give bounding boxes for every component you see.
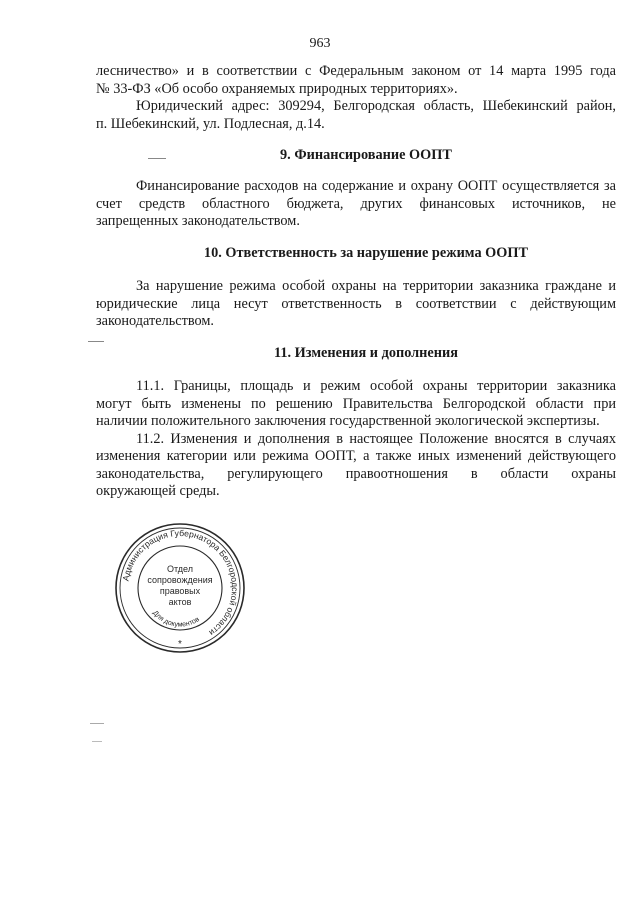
stamp-outer-text: Администрация Губернатора Белгородской области [120,527,241,639]
section-10-line-2: юридические лица несут ответственность в соответствии с действующим [96,295,616,312]
section-11-paragraph-1 [96,378,616,501]
section-11-1-line-1: 11.1. Границы, площадь и режим особой охраны территории заказника [136,378,616,394]
scan-artifact [88,341,104,342]
section-11-2-line-1: 11.2. Изменения и дополнения в настоящее Положение вносятся в случаях [136,430,616,447]
address-line-2: п. Шебекинский, ул. Подлесная, д.14. [96,115,325,132]
stamp-inner-arc-text: Для документов [151,609,201,629]
section-11-heading: 11. Изменения и дополнения [274,345,458,361]
intro-line-1: лесничество» и в соответствии с Федеральным законом от 14 марта 1995 года [96,63,616,79]
intro-line-2: № 33-ФЗ «Об особо охраняемых природных территориях». [96,80,458,97]
scan-artifact [92,741,102,742]
intro-paragraph [96,63,616,133]
section-11-2-line-3: законодательства, регулирующего правоотношения в области охраны [96,465,616,482]
section-9-line-1: Финансирование расходов на содержание и охрану ООПТ осуществляется за [136,178,616,194]
stamp-center-line-4: актов [168,597,192,607]
section-10-paragraph [96,278,616,331]
page-number: 963 [309,36,331,51]
section-10-line-3: законодательством. [96,313,214,329]
section-11-1-line-2: могут быть изменены по решению Правительства Белгородской области при [96,395,616,412]
section-11-2-line-4: окружающей среды. [96,483,220,499]
stamp-center-line-3: правовых [159,586,201,596]
section-9-heading: 9. Финансирование ООПТ [280,147,452,163]
stamp-center-line-1: Отдел [166,564,194,574]
official-stamp [112,520,248,656]
scan-artifact [90,723,104,724]
stamp-center-line-2: сопровождения [147,575,213,585]
section-10-heading: 10. Ответственность за нарушение режима ООПТ [203,245,529,261]
section-11-1-line-3: наличии положительного заключения государственной экологической экспертизы. [96,413,600,429]
section-9-paragraph [96,178,616,231]
stamp-star: * [178,639,182,650]
section-10-line-1: За нарушение режима особой охраны на территории заказника граждане и [136,278,616,294]
section-9-line-2: счет средств областного бюджета, других финансовых источников, не [96,195,616,212]
section-9-line-3: запрещенных законодательством. [96,213,300,229]
section-11-2-line-2: изменения категории или режима ООПТ, а также иных изменений действующего [96,448,616,464]
address-line-1: Юридический адрес: 309294, Белгородская область, Шебекинский район, [136,98,616,114]
